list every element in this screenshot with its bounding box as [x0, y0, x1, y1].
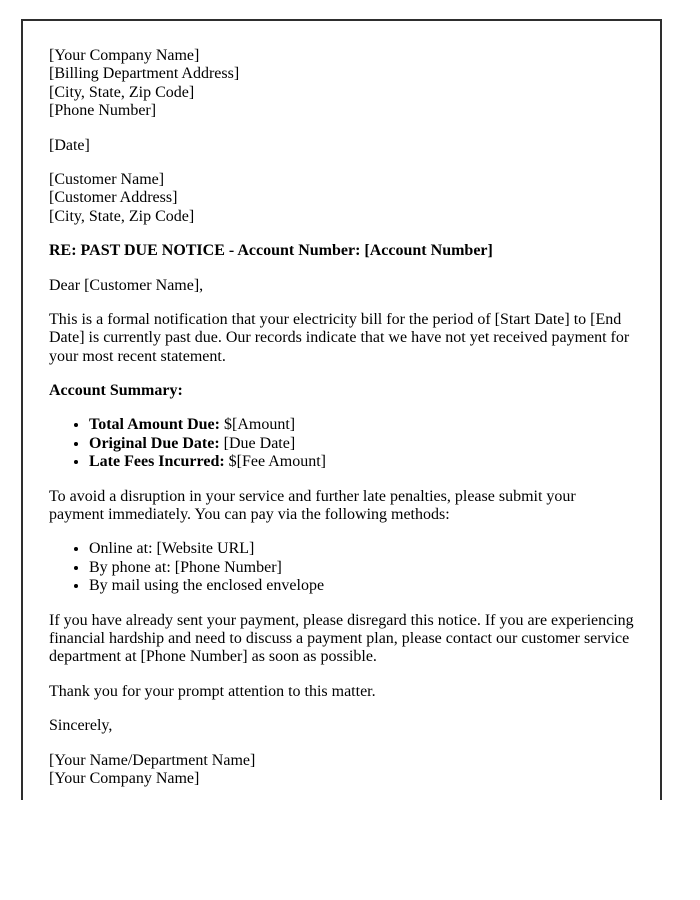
- original-due-date-label: Original Due Date:: [89, 434, 220, 452]
- recipient-address: [Customer Address]: [49, 189, 178, 207]
- total-amount-due-value: $[Amount]: [223, 416, 296, 434]
- signature-block: [49, 752, 634, 789]
- list-item-late-fees: [89, 453, 634, 471]
- late-fees-value: $[Fee Amount]: [228, 453, 326, 471]
- sender-address-block: [49, 47, 634, 121]
- payment-methods-list: [49, 540, 634, 595]
- payment-paragraph: To avoid a disruption in your service and further late penalties, please submit your payment immediately. You can pay via the following methods:: [49, 487, 576, 524]
- recipient-name: [Customer Name]: [49, 170, 165, 188]
- list-item-online: • Online at: [Website URL]: [89, 540, 634, 558]
- letter-date: [Date]: [49, 136, 90, 154]
- total-amount-due-label: Total Amount Due:: [89, 416, 220, 434]
- disregard-paragraph: If you have already sent your payment, please disregard this notice. If you are experiencing financial hardship and need to discuss a payment plan, please contact our customer service department at [Phone Number] as soon as possible.: [49, 611, 634, 666]
- recipient-city-state-zip: [City, State, Zip Code]: [49, 207, 195, 225]
- signature-company: [Your Company Name]: [49, 769, 200, 787]
- thanks-paragraph: Thank you for your prompt attention to this matter.: [49, 682, 376, 700]
- late-fees-label: Late Fees Incurred:: [89, 453, 225, 471]
- list-item-total-amount-due: [89, 416, 634, 434]
- sender-address: [Billing Department Address]: [49, 65, 240, 83]
- signoff: Sincerely,: [49, 717, 113, 735]
- sender-city-state-zip: [City, State, Zip Code]: [49, 83, 195, 101]
- past-due-notice-letter: [21, 19, 662, 800]
- recipient-address-block: [49, 171, 634, 226]
- sender-company: [Your Company Name]: [49, 47, 200, 64]
- subject-line: RE: PAST DUE NOTICE - Account Number: [Account Number]: [49, 242, 493, 260]
- intro-paragraph: This is a formal notification that your electricity bill for the period of [Start Date] to [End Date] is currently past due. Our records indicate that we have not yet received payment for your most recent statement.: [49, 310, 630, 365]
- account-summary-list: [49, 416, 634, 471]
- list-item-mail: • By mail using the enclosed envelope: [89, 577, 634, 595]
- original-due-date-value: [Due Date]: [223, 434, 296, 452]
- signature-name: [Your Name/Department Name]: [49, 751, 256, 769]
- salutation: Dear [Customer Name],: [49, 276, 204, 294]
- list-item-original-due-date: [89, 435, 634, 453]
- list-item-phone: • By phone at: [Phone Number]: [89, 559, 634, 577]
- account-summary-heading: Account Summary:: [49, 382, 183, 400]
- sender-phone: [Phone Number]: [49, 102, 157, 120]
